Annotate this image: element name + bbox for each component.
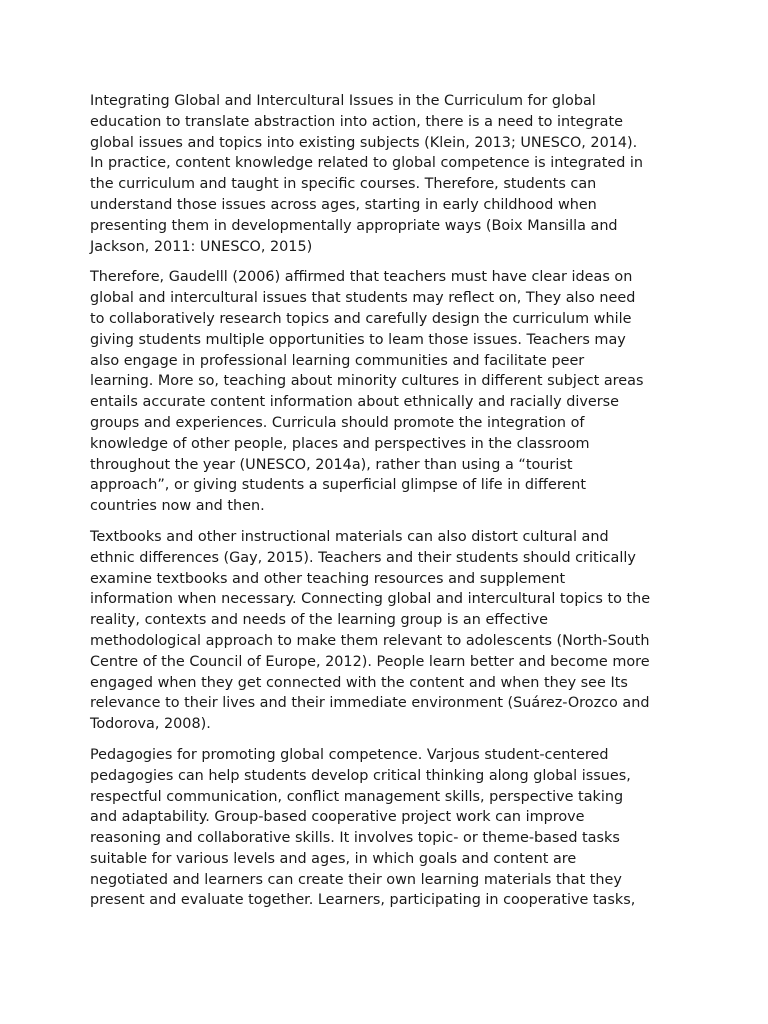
document-body: [90, 91, 688, 921]
paragraph-teacher-preparation: Therefore, Gaudelll (2006) affirmed that teachers must have clear ideas on global and intercultural issues that students may reflect on, They also need to collaboratively research topics and carefully design the curriculum while giving students multiple opportunities to leam those issues. Teachers may also engage in professional learning communities and facilitate peer learning. More so, teaching about minority cultures in different subject areas entails accurate content information about ethnically and racially diverse groups and experiences. Curricula should promote the integration of knowledge of other people, places and perspectives in the classroom throughout the year (UNESCO, 2014a), rather than using a “tourist approach”, or giving students a superficial glimpse of life in different countries now and then.: [90, 269, 644, 515]
paragraph-instructional-materials: Textbooks and other instructional materials can also distort cultural and ethnic differences (Gay, 2015). Teachers and their students should critically examine textbooks and other teaching resources and supplement information when necessary. Connecting global and intercultural topics to the reality, contexts and needs of the learning group is an effective methodological approach to make them relevant to adolescents (North-South Centre of the Council of Europe, 2012). People learn better and become more engaged when they get connected with the content and when they see Its relevance to their lives and their immediate environment (Suárez-Orozco and Todorova, 2008).: [90, 528, 651, 733]
paragraph-pedagogies: Pedagogies for promoting global competence. Varjous student-centered pedagogies can help students develop critical thinking along global issues, respectful communication, conflict management skills, perspective taking and adaptability. Group-based cooperative project work can improve reasoning and collaborative skills. It involves topic- or theme-based tasks suitable for various levels and ages, in which goals and content are negotiated and learners can create their own learning materials that they present and evaluate together. Learners, participating in cooperative tasks,: [90, 746, 636, 909]
paragraph-curriculum-integration: Integrating Global and Intercultural Issues in the Curriculum for global education to translate abstraction into action, there is a need to integrate global issues and topics into existing subjects (Klein, 2013; UNESCO, 2014). In practice, content knowledge related to global competence is integrated in the curriculum and taught in specific courses. Therefore, students can understand those issues across ages, starting in early childhood when presenting them in developmentally appropriate ways (Boix Mansilla and Jackson, 2011: UNESCO, 2015): [90, 93, 644, 255]
